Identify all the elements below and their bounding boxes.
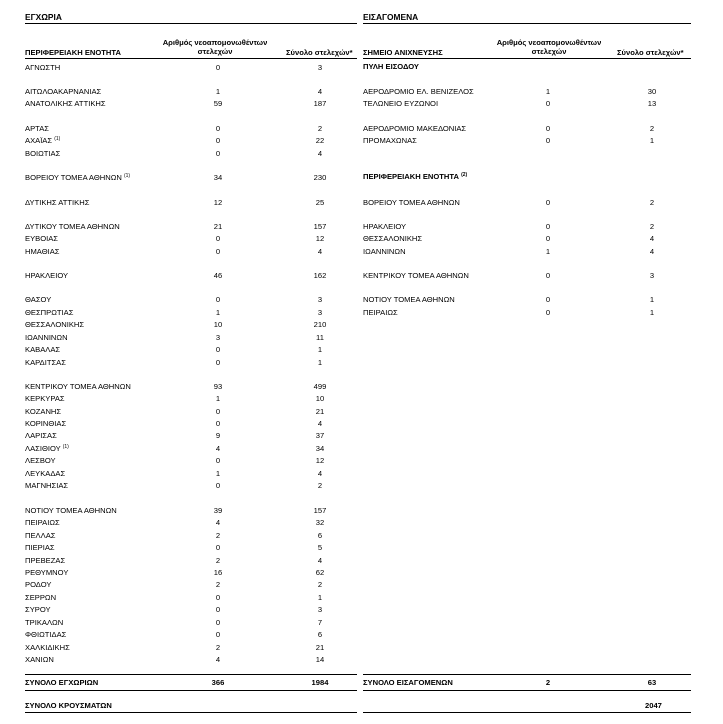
row-name — [25, 393, 65, 404]
row-name — [25, 148, 60, 159]
row-total-count: 4 — [317, 556, 323, 565]
row-new-count: 39 — [213, 506, 223, 515]
row-name-text: ΙΩΑΝΝΙΝΩΝ — [25, 333, 68, 342]
row-total-count: 1 — [649, 295, 655, 304]
row-name-text: ΑΝΑΤΟΛΙΚΗΣ ΑΤΤΙΚΗΣ — [25, 99, 106, 108]
row-name-text: ΔΥΤΙΚΟΥ ΤΟΜΕΑ ΑΘΗΝΩΝ — [25, 222, 120, 231]
imported-total-rule-bottom — [363, 690, 691, 691]
row-new-count: 0 — [215, 295, 221, 304]
row-name-text: ΛΕΣΒΟΥ — [25, 456, 56, 465]
imported-rows — [363, 0, 691, 724]
row-name-text: ΘΑΣΟΥ — [25, 295, 52, 304]
imported-col-new-line2: στελεχών — [531, 47, 567, 56]
row-name — [363, 123, 466, 134]
row-name — [363, 270, 469, 281]
row-name-text: ΠΕΙΡΑΙΩΣ — [363, 308, 398, 317]
row-name-text: ΠΡΕΒΕΖΑΣ — [25, 556, 66, 565]
row-new-count: 0 — [215, 407, 221, 416]
row-name — [25, 579, 51, 590]
row-name-text: ΛΑΡΙΣΑΣ — [25, 431, 57, 440]
row-name — [25, 246, 60, 257]
row-total-count: 2 — [317, 124, 323, 133]
row-new-count: 0 — [545, 222, 551, 231]
domestic-col-name-header: ΠΕΡΙΦΕΡΕΙΑΚΗ ΕΝΟΤΗΤΑ — [25, 48, 121, 57]
row-total-count: 2 — [317, 580, 323, 589]
domestic-col-new-line1: Αριθμός νεοαπομονωθέντων — [162, 38, 268, 47]
row-new-count: 34 — [213, 173, 223, 182]
row-name — [363, 307, 398, 318]
row-new-count: 1 — [545, 247, 551, 256]
row-new-count: 1 — [215, 469, 221, 478]
row-total-count: 4 — [317, 469, 323, 478]
row-name — [363, 197, 460, 208]
row-total-count: 1 — [317, 358, 323, 367]
row-new-count: 0 — [545, 295, 551, 304]
row-name — [25, 567, 68, 578]
row-name-text: ΘΕΣΠΡΩΤΙΑΣ — [25, 308, 74, 317]
row-name-text: ΑΡΤΑΣ — [25, 124, 49, 133]
row-name-text: ΔΥΤΙΚΗΣ ΑΤΤΙΚΗΣ — [25, 198, 90, 207]
row-name — [25, 530, 55, 541]
row-new-count: 0 — [215, 543, 221, 552]
row-name-text: ΚΕΝΤΡΙΚΟΥ ΤΟΜΕΑ ΑΘΗΝΩΝ — [363, 271, 469, 280]
row-total-count: 21 — [315, 643, 325, 652]
grand-total-number: 2047 — [645, 701, 662, 710]
row-name — [25, 381, 131, 392]
row-new-count: 46 — [213, 271, 223, 280]
row-name — [25, 172, 130, 183]
row-new-count: 4 — [215, 655, 221, 664]
row-new-count: 0 — [545, 99, 551, 108]
row-new-count: 0 — [215, 456, 221, 465]
row-name-text: ΑΧΑΪΑΣ — [25, 136, 53, 145]
row-name — [363, 233, 422, 244]
row-total-count: 22 — [315, 136, 325, 145]
row-total-count: 13 — [647, 99, 657, 108]
row-new-count: 0 — [215, 63, 221, 72]
row-new-count: 3 — [215, 333, 221, 342]
row-total-count: 12 — [315, 456, 325, 465]
row-total-count: 499 — [313, 382, 327, 391]
row-new-count: 0 — [215, 136, 221, 145]
grand-total-label: ΣΥΝΟΛΟ ΚΡΟΥΣΜΑΤΩΝ — [25, 701, 112, 710]
row-name — [25, 617, 63, 628]
row-total-count: 1 — [649, 308, 655, 317]
row-total-count: 4 — [317, 149, 323, 158]
row-footnote-mark: (1) — [123, 173, 131, 179]
row-name — [25, 468, 65, 479]
row-name-text: ΒΟΙΩΤΙΑΣ — [25, 149, 61, 158]
domestic-total-total: 1984 — [311, 678, 329, 687]
row-footnote-mark: (1) — [62, 444, 69, 450]
row-total-count: 37 — [315, 431, 325, 440]
row-total-count: 1 — [649, 136, 655, 145]
row-name — [25, 642, 70, 653]
row-name — [25, 406, 61, 417]
domestic-col-new-line2: στελεχών — [197, 47, 233, 56]
row-name-text: ΣΥΡΟΥ — [25, 605, 51, 614]
row-name-text: ΧΑΝΙΩΝ — [25, 655, 54, 664]
row-total-count: 2 — [649, 124, 655, 133]
row-name-text: ΚΟΡΙΝΘΙΑΣ — [25, 419, 67, 428]
domestic-col-total-header: Σύνολο στελεχών* — [286, 48, 353, 57]
row-new-count: 0 — [215, 605, 221, 614]
row-name-text: ΦΘΙΩΤΙΔΑΣ — [25, 630, 67, 639]
row-name-text: ΚΕΝΤΡΙΚΟΥ ΤΟΜΕΑ ΑΘΗΝΩΝ — [25, 382, 131, 391]
row-name — [25, 443, 69, 454]
row-name-text: ΚΑΡΔΙΤΣΑΣ — [25, 358, 66, 367]
row-name — [25, 542, 55, 553]
row-total-count: 1 — [317, 345, 323, 354]
row-name — [25, 135, 60, 146]
row-new-count: 0 — [215, 419, 221, 428]
domestic-title: ΕΓΧΩΡΙΑ — [25, 12, 62, 22]
row-new-count: 0 — [545, 136, 551, 145]
row-name — [25, 233, 58, 244]
row-footnote-mark: (1) — [54, 136, 61, 142]
row-new-count: 0 — [545, 308, 551, 317]
domestic-total-rule-top — [25, 674, 357, 675]
row-total-count: 32 — [315, 518, 325, 527]
row-name — [363, 246, 406, 257]
row-total-count: 4 — [317, 247, 323, 256]
row-total-count: 4 — [649, 234, 655, 243]
row-total-count: 30 — [647, 87, 657, 96]
row-new-count: 12 — [213, 198, 223, 207]
row-name — [25, 344, 60, 355]
row-name — [363, 86, 474, 97]
imported-col-total-header: Σύνολο στελεχών* — [617, 48, 684, 57]
row-new-count: 0 — [545, 234, 551, 243]
imported-total-rule-top — [363, 674, 691, 675]
row-total-count: 25 — [315, 198, 325, 207]
row-name — [25, 418, 66, 429]
row-new-count: 0 — [545, 124, 551, 133]
row-total-count: 6 — [317, 630, 323, 639]
imported-subheading-region-text: ΠΕΡΙΦΕΡΕΙΑΚΗ ΕΝΟΤΗΤΑ — [363, 172, 459, 181]
row-name-text: ΒΟΡΕΙΟΥ ΤΟΜΕΑ ΑΘΗΝΩΝ — [25, 173, 122, 182]
imported-total-total: 63 — [647, 678, 657, 687]
row-name — [25, 517, 60, 528]
row-name — [25, 654, 54, 665]
row-new-count: 0 — [215, 149, 221, 158]
row-name-text: ΘΕΣΣΑΛΟΝΙΚΗΣ — [363, 234, 423, 243]
row-total-count: 187 — [313, 99, 327, 108]
row-new-count: 10 — [213, 320, 223, 329]
row-name — [25, 123, 49, 134]
row-total-count: 12 — [315, 234, 325, 243]
row-name — [25, 270, 68, 281]
row-new-count: 2 — [215, 580, 221, 589]
imported-title: ΕΙΣΑΓΟΜΕΝΑ — [363, 12, 419, 22]
row-new-count: 0 — [215, 247, 221, 256]
row-name-text: ΧΑΛΚΙΔΙΚΗΣ — [25, 643, 70, 652]
row-new-count: 0 — [215, 618, 221, 627]
row-total-count: 21 — [315, 407, 325, 416]
row-total-count: 2 — [317, 481, 323, 490]
row-name — [25, 480, 68, 491]
row-name-text: ΑΕΡΟΔΡΟΜΙΟ ΜΑΚΕΔΟΝΙΑΣ — [363, 124, 467, 133]
row-total-count: 6 — [317, 531, 323, 540]
imported-total-row — [363, 677, 691, 688]
row-name-text: ΚΑΒΑΛΑΣ — [25, 345, 61, 354]
row-new-count: 0 — [215, 358, 221, 367]
row-total-count: 10 — [315, 394, 325, 403]
row-name — [25, 592, 56, 603]
domestic-total-label: ΣΥΝΟΛΟ ΕΓΧΩΡΙΩΝ — [25, 678, 99, 687]
row-new-count: 1 — [545, 87, 551, 96]
row-total-count: 3 — [317, 63, 323, 72]
row-name-text: ΝΟΤΙΟΥ ΤΟΜΕΑ ΑΘΗΝΩΝ — [25, 506, 117, 515]
row-total-count: 2 — [649, 198, 655, 207]
imported-subheading-region-note: (2) — [461, 172, 468, 178]
row-name-text: ΑΙΤΩΛΟΑΚΑΡΝΑΝΙΑΣ — [25, 87, 102, 96]
row-total-count: 4 — [317, 419, 323, 428]
domestic-total-row — [25, 677, 357, 688]
row-total-count: 3 — [317, 295, 323, 304]
domestic-total-rule-bottom — [25, 690, 357, 691]
row-name-text: ΗΜΑΘΙΑΣ — [25, 247, 60, 256]
row-total-count: 3 — [649, 271, 655, 280]
row-name-text: ΝΟΤΙΟΥ ΤΟΜΕΑ ΑΘΗΝΩΝ — [363, 295, 455, 304]
row-new-count: 0 — [545, 271, 551, 280]
row-name-text: ΚΟΖΑΝΗΣ — [25, 407, 62, 416]
row-name — [25, 604, 51, 615]
row-name — [25, 332, 68, 343]
imported-total-new: 2 — [545, 678, 551, 687]
row-name-text: ΙΩΑΝΝΙΝΩΝ — [363, 247, 406, 256]
imported-col-name-header: ΣΗΜΕΙΟ ΑΝΙΧΝΕΥΣΗΣ — [363, 48, 443, 57]
row-new-count: 1 — [215, 87, 221, 96]
row-name — [363, 135, 417, 146]
row-new-count: 21 — [213, 222, 223, 231]
row-total-count: 1 — [317, 593, 323, 602]
row-total-count: 5 — [317, 543, 323, 552]
imported-subheading-entry: ΠΥΛΗ ΕΙΣΟΔΟΥ — [363, 62, 419, 71]
row-name — [25, 197, 89, 208]
row-name-text: ΗΡΑΚΛΕΙΟΥ — [25, 271, 69, 280]
row-name — [25, 555, 65, 566]
domestic-total-new: 366 — [211, 678, 225, 687]
row-new-count: 2 — [215, 643, 221, 652]
row-new-count: 1 — [215, 308, 221, 317]
row-new-count: 2 — [215, 556, 221, 565]
row-new-count: 0 — [215, 630, 221, 639]
row-total-count: 14 — [315, 655, 325, 664]
row-total-count: 11 — [316, 333, 324, 342]
row-name-text: ΡΟΔΟΥ — [25, 580, 52, 589]
row-new-count: 9 — [215, 431, 221, 440]
row-name-text: ΤΕΛΩΝΕΙΟ ΕΥΖΩΝΟΙ — [363, 99, 439, 108]
row-name — [25, 294, 51, 305]
grand-total-rule-left — [25, 712, 357, 713]
row-new-count: 0 — [215, 345, 221, 354]
row-total-count: 4 — [317, 87, 323, 96]
imported-total-label: ΣΥΝΟΛΟ ΕΙΣΑΓΟΜΕΝΩΝ — [363, 678, 453, 687]
row-total-count: 4 — [649, 247, 655, 256]
row-total-count: 230 — [313, 173, 327, 182]
row-new-count: 59 — [213, 99, 223, 108]
row-new-count: 0 — [215, 481, 221, 490]
row-name-text: ΠΕΙΡΑΙΩΣ — [25, 518, 60, 527]
row-total-count: 62 — [315, 568, 325, 577]
row-total-count: 7 — [317, 618, 323, 627]
imported-col-new-line1: Αριθμός νεοαπομονωθέντων — [496, 38, 602, 47]
row-name-text: ΜΑΓΝΗΣΙΑΣ — [25, 481, 69, 490]
row-total-count: 162 — [313, 271, 327, 280]
row-new-count: 93 — [213, 382, 223, 391]
row-name — [25, 629, 66, 640]
row-name-text: ΛΕΥΚΑΔΑΣ — [25, 469, 66, 478]
row-total-count: 2 — [649, 222, 655, 231]
row-name-text: ΠΡΟΜΑΧΩΝΑΣ — [363, 136, 417, 145]
row-new-count: 0 — [215, 124, 221, 133]
row-name-text: ΕΥΒΟΙΑΣ — [25, 234, 58, 243]
row-new-count: 2 — [215, 531, 221, 540]
row-name — [25, 319, 84, 330]
row-new-count: 4 — [215, 518, 221, 527]
row-total-count: 157 — [313, 506, 327, 515]
row-name-text: ΣΕΡΡΩΝ — [25, 593, 57, 602]
row-name-text: ΚΕΡΚΥΡΑΣ — [25, 394, 65, 403]
row-name — [25, 357, 66, 368]
row-name — [25, 430, 57, 441]
row-name-text: ΠΕΛΛΑΣ — [25, 531, 56, 540]
row-name — [25, 62, 60, 73]
row-name-text: ΑΓΝΩΣΤΗ — [25, 63, 61, 72]
row-new-count: 0 — [215, 234, 221, 243]
row-total-count: 157 — [313, 222, 327, 231]
row-total-count: 3 — [317, 605, 323, 614]
row-name — [25, 455, 56, 466]
row-name-text: ΛΑΣΙΘΙΟΥ — [25, 444, 61, 453]
row-name-text: ΡΕΘΥΜΝΟΥ — [25, 568, 69, 577]
row-name — [363, 98, 438, 109]
row-name — [25, 505, 117, 516]
row-name — [363, 294, 455, 305]
row-name-text: ΤΡΙΚΑΛΩΝ — [25, 618, 64, 627]
row-total-count: 3 — [317, 308, 323, 317]
row-name — [363, 221, 406, 232]
row-name — [25, 307, 73, 318]
row-total-count: 210 — [313, 320, 327, 329]
row-name-text: ΠΙΕΡΙΑΣ — [25, 543, 55, 552]
row-new-count: 4 — [215, 444, 221, 453]
row-name-text: ΘΕΣΣΑΛΟΝΙΚΗΣ — [25, 320, 85, 329]
row-name-text: ΑΕΡΟΔΡΟΜΙΟ ΕΛ. ΒΕΝΙΖΕΛΟΣ — [363, 87, 474, 96]
row-total-count: 34 — [315, 444, 325, 453]
row-new-count: 1 — [215, 394, 221, 403]
row-new-count: 16 — [213, 568, 223, 577]
row-name-text: ΗΡΑΚΛΕΙΟΥ — [363, 222, 407, 231]
row-name-text: ΒΟΡΕΙΟΥ ΤΟΜΕΑ ΑΘΗΝΩΝ — [363, 198, 460, 207]
row-name — [25, 221, 120, 232]
row-new-count: 0 — [545, 198, 551, 207]
domestic-rows — [25, 0, 357, 724]
row-name — [25, 86, 101, 97]
row-name — [25, 98, 106, 109]
row-new-count: 0 — [215, 593, 221, 602]
